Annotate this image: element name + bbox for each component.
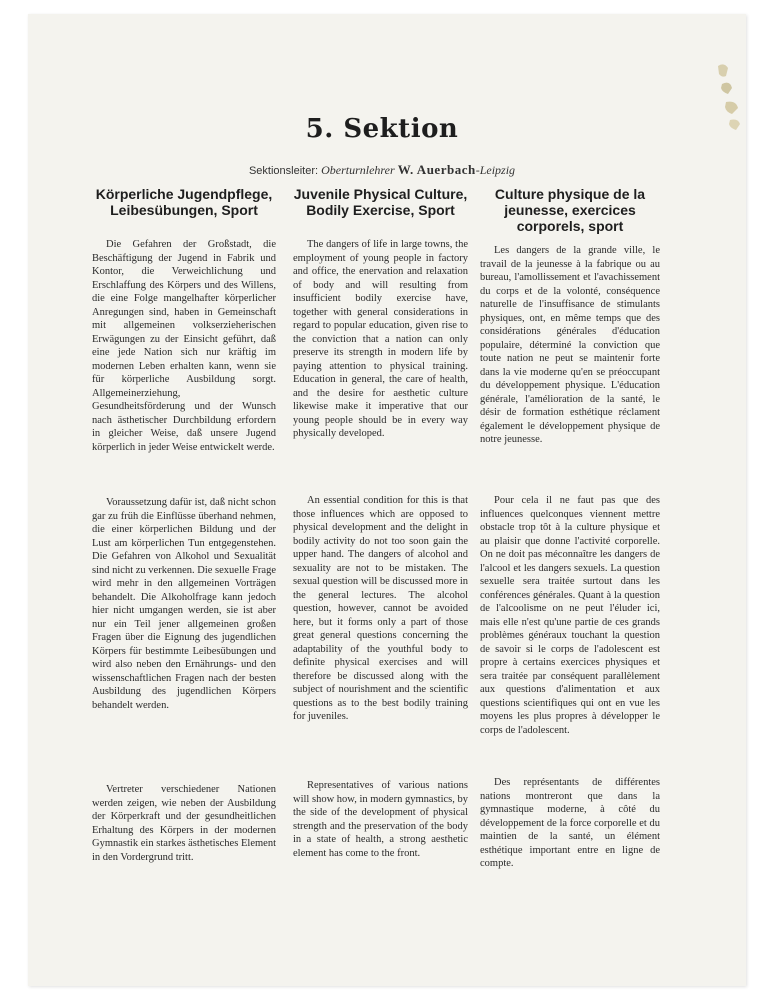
column-german xyxy=(92,186,276,863)
paragraph: The dangers of life in large towns, the employment of young people in factory and office, the enervation and relaxation of body and will resulting from insufficient bodily exercise have, together with general considerations in regard to popular education, given rise to the conviction that a nation can only preserve its strength in modern life by paying attention to physical training. Education in general, the care of health, and the desire for aesthetic culture likewise make it imperative that our young people should be in every way physically developed. xyxy=(293,239,468,439)
leader-role: Oberturnlehrer xyxy=(321,163,395,177)
leader-name: W. Auerbach xyxy=(397,162,476,177)
paragraph: Des représentants de différentes nations montreront que dans la gymnastique moderne, à côté du développement de la force corporelle et du maintien de la santé, un élément esthétique important entre en ligne de compte. xyxy=(480,777,660,869)
paragraph: Die Gefahren der Großstadt, die Beschäftigung der Jugend in Fabrik und Kontor, die Verweichlichung und Erschlaffung des Körpers und des Willens, die eine Folge mangelhafter körperlicher Anregungen sind, haben in Gemeinschaft mit allgemeinen volkserzieherischen Erwägungen zu der Einsicht geführt, daß eine jede Nation sich nur kräftig im modernen Leben erhalten kann, wenn sie für körperliche Ausbildung sorgt. Allgemeinerziehung, Gesundheitsförderung und der Wunsch nach ästhetischer Durchbildung erfordern in gleicher Weise, daß unsere Jugend körperlich in jeder Weise entwickelt werde. xyxy=(92,239,276,453)
paragraph: Representatives of various nations will show how, in modern gymnastics, by the side of the development of physical strength and the preservation of the body in a state of health, a strong aesthetic element has come to the front. xyxy=(293,780,468,859)
paragraph: Vertreter verschiedener Nationen werden zeigen, wie neben der Ausbildung der Körperkraft und der gesundheitlichen Erhaltung des Körpers in der modernen Gymnastik ein starkes ästhetisches Element in den Vordergrund tritt. xyxy=(92,784,276,863)
leader-place: -Leipzig xyxy=(475,163,516,177)
paragraph: Voraussetzung dafür ist, daß nicht schon gar zu früh die Einflüsse überhand nehmen, die einer körperlichen Bildung und der Lust am körperlichen Tun entgegenstehen. Die Gefahren von Alkohol und Sexualität sind nicht zu verkennen. Die sexuelle Frage wird mehr in den allgemeinen Vorträgen behandelt. Die Alkoholfrage kann jedoch hier nicht umgangen werden, sie ist aber nur ein Teil jener allgemeinen großen Fragen über die Eignung des jugendlichen Körpers für bestimmte Leibesübungen und wird also neben den Ernährungs- und den wissenschaftlichen Fragen nach der besten Ausbildung des jugendlichen Körpers behandelt werden. xyxy=(92,497,276,711)
column-french xyxy=(480,186,660,869)
column-heading: Culture physique de la jeunesse, exercices corporels, sport xyxy=(494,186,646,234)
paragraph: Les dangers de la grande ville, le travail de la jeunesse à la fabrique ou au bureau, l'amollissement et l'avachissement du corps et de la volonté, conséquence naturelle de l'insuffisance de stimulants physiques, ont, en même temps que des considérations générales d'éducation populaire, déterminé la conviction que toute nation ne peut se maintenir forte dans la vie moderne qu'en se préoccupant du développement physique. L'éducation générale, l'amélioration de la santé, le désir de formation esthétique réclament également le développement physique de notre jeunesse. xyxy=(480,245,660,445)
section-title: 5. Sektion xyxy=(305,114,459,144)
column-heading: Körperliche Jugendpflege, Leibesübungen, Sport xyxy=(95,186,273,218)
column-english xyxy=(293,186,468,859)
column-heading: Juvenile Physical Culture, Bodily Exercise, Sport xyxy=(293,186,468,218)
role-prefix: Sektionsleiter: xyxy=(248,165,319,177)
section-leader-line xyxy=(0,162,764,178)
paragraph: Pour cela il ne faut pas que des influences quelconques viennent mettre obstacle trop tôt à la culture physique et au plaisir que donne l'activité corporelle. On ne doit pas méconnaître les dangers de l'alcool et les dangers sexuels. La question sexuelle sera traitée surtout dans les conférences générales. Quant à la question de l'alcoolisme on ne peut l'éluder ici, mais elle n'est qu'une partie de ces grands problèmes généraux touchant la question de savoir si le corps de l'adolescent est propre à certains exercices physiques et sera traitée par conséquent parallèlement aux questions d'alimentation et aux questions scientifiques qui ont en vue les moyens les plus propres à développer le corps de l'adolescent. xyxy=(480,495,660,736)
paragraph: An essential condition for this is that those influences which are opposed to physical development and the delight in bodily activity do not too soon gain the upper hand. The dangers of alcohol and sexuality are not to be mistaken. The sexual question will be discussed more in the general lectures. The alcohol question, however, cannot be avoided here, but it forms only a part of those great general questions concerning the adaptability of the youthful body to definite physical exercises and will therefore be discussed along with the subject of nourishment and the scientific questions as to the best bodily training for juveniles. xyxy=(293,495,468,722)
